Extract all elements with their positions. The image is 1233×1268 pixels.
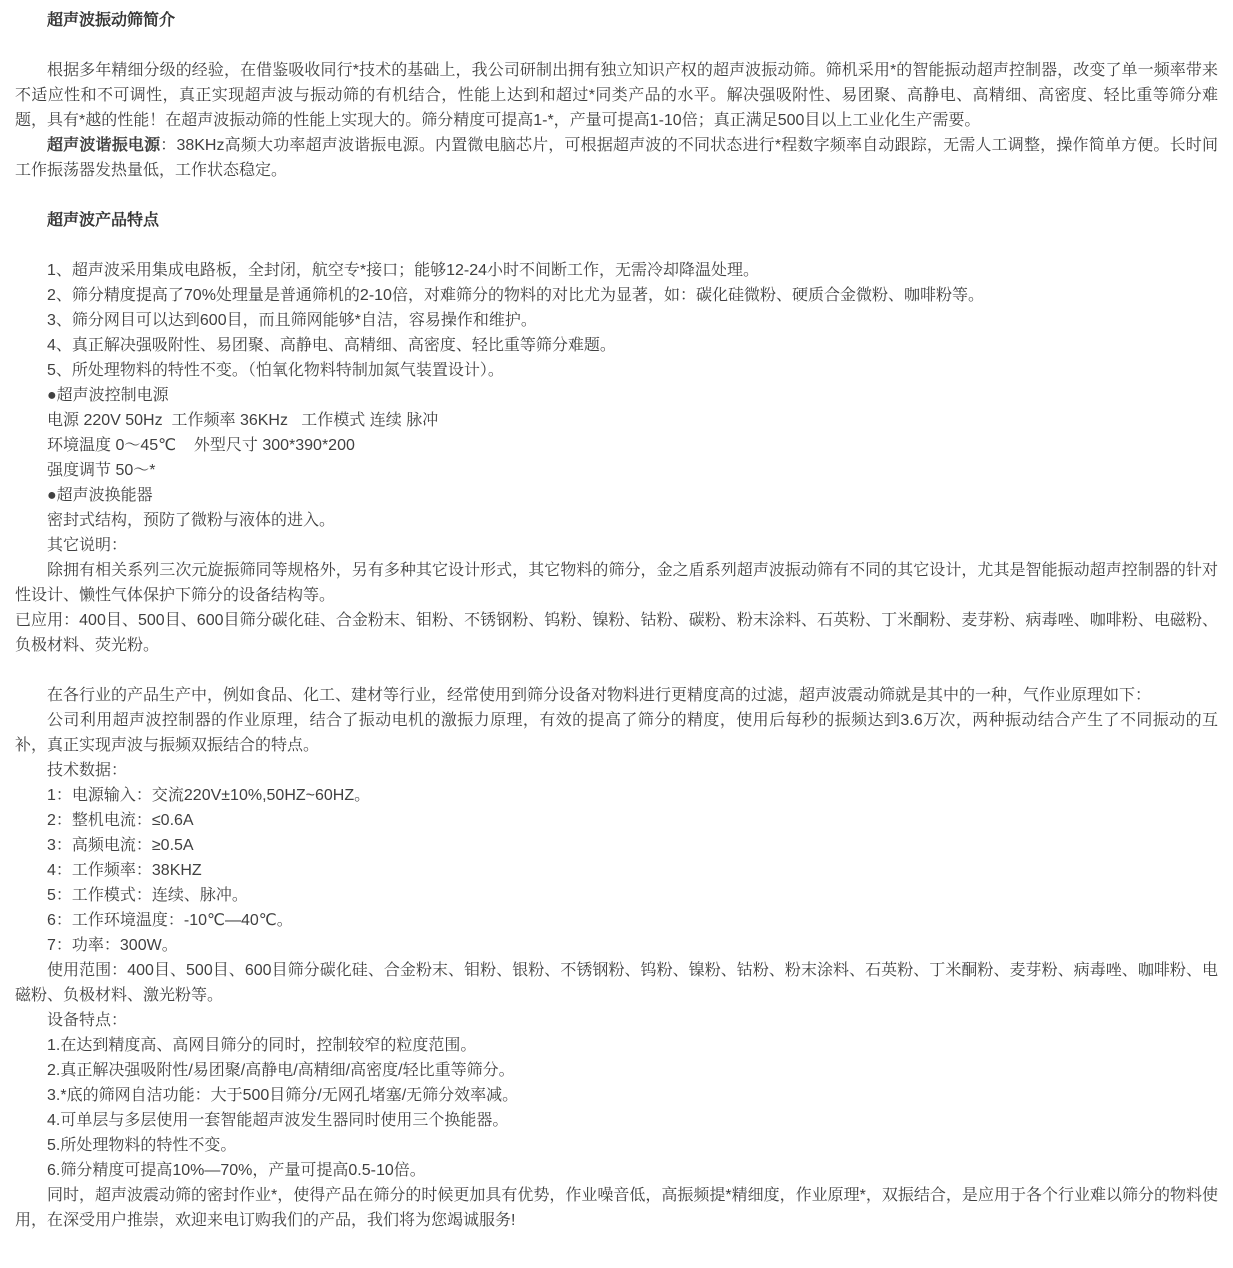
industry-paragraph: 在各行业的产品生产中，例如食品、化工、建材等行业，经常使用到筛分设备对物料进行更精度高的过滤，超声波震动筛就是其中的一种，气作业原理如下： <box>47 687 1152 704</box>
product-description-document <box>15 8 1218 1233</box>
tech-data-label: 技术数据： <box>47 762 128 779</box>
resonant-power-lead: 超声波谐振电源 <box>47 137 161 154</box>
device-feature-item-2: 2.真正解决强吸附性/易团聚/高静电/高精细/高密度/轻比重等筛分。 <box>47 1062 515 1079</box>
device-feature-item-3: 3.*底的筛网自洁功能：大于500目筛分/无网孔堵塞/无筛分效率减。 <box>47 1087 519 1104</box>
tech-data-item-5: 5：工作模式：连续、脉冲。 <box>47 887 248 904</box>
transducer-description: 密封式结构，预防了微粉与液体的进入。 <box>47 512 336 529</box>
closing-paragraph: 同时，超声波震动筛的密封作业*，使得产品在筛分的时候更加具有优势，作业噪音低，高振频提*精细度，作业原理*，双振结合，是应用于各个行业难以筛分的物料使用，在深受用户推崇，欢迎来电订购我们的产品，我们将为您竭诚服务! <box>15 1187 1218 1229</box>
device-feature-item-4: 4.可单层与多层使用一套智能超声波发生器同时使用三个换能器。 <box>47 1112 509 1129</box>
tech-data-item-7: 7：功率：300W。 <box>47 937 178 954</box>
resonant-power-rest: ：38KHz高频大功率超声波谐振电源。内置微电脑芯片，可根据超声波的不同状态进行*程数字频率自动跟踪，无需人工调整，操作简单方便。长时间工作振荡器发热量低，工作状态稳定。 <box>15 137 1218 179</box>
features-heading: 超声波产品特点 <box>47 212 160 229</box>
device-features-label: 设备特点： <box>47 1012 128 1029</box>
feature-item-5: 5、所处理物料的特性不变。（怕氧化物料特制加氮气装置设计）。 <box>47 362 504 379</box>
tech-data-item-2: 2：整机电流：≤0.6A <box>47 812 194 829</box>
device-feature-item-5: 5.所处理物料的特性不变。 <box>47 1137 237 1154</box>
feature-item-1: 1、超声波采用集成电路板，全封闭，航空专*接口；能够12-24小时不间断工作，无需冷却降温处理。 <box>47 262 760 279</box>
other-note-paragraph: 除拥有相关系列三次元旋振筛同等规格外，另有多种其它设计形式，其它物料的筛分，金之盾系列超声波振动筛有不同的其它设计，尤其是智能振动超声控制器的针对性设计、懒性气体保护下筛分的设备结构等。 <box>15 562 1218 604</box>
spec-line-intensity: 强度调节 50～* <box>47 462 156 479</box>
spec-line-temperature: 环境温度 0～45℃ 外型尺寸 300*390*200 <box>47 437 355 454</box>
transducer-bullet: ●超声波换能器 <box>47 487 153 504</box>
feature-item-2: 2、筛分精度提高了70%处理量是普通筛机的2-10倍，对难筛分的物料的对比尤为显著，如：碳化硅微粉、硬质合金微粉、咖啡粉等。 <box>47 287 984 304</box>
intro-paragraph: 根据多年精细分级的经验，在借鉴吸收同行*技术的基础上，我公司研制出拥有独立知识产权的超声波振动筛。筛机采用*的智能振动超声控制器，改变了单一频率带来不适应性和不可调性，真正实现超声波与振动筛的有机结合，性能上达到和超过*同类产品的水平。解决强吸附性、易团聚、高静电、高精细、高密度、轻比重等筛分难题，具有*越的性能！在超声波振动筛的性能上实现大的。筛分精度可提高1-*，产量可提高1-10倍；真正满足500目以上工业化生产需要。 <box>15 62 1218 129</box>
other-note-label: 其它说明： <box>47 537 128 554</box>
spec-line-power: 电源 220V 50Hz 工作频率 36KHz 工作模式 连续 脉冲 <box>47 412 439 429</box>
intro-heading: 超声波振动筛简介 <box>47 12 176 29</box>
resonant-power-paragraph <box>15 133 1218 183</box>
device-feature-item-6: 6.筛分精度可提高10%—70%，产量可提高0.5-10倍。 <box>47 1162 426 1179</box>
feature-item-4: 4、真正解决强吸附性、易团聚、高静电、高精细、高密度、轻比重等筛分难题。 <box>47 337 616 354</box>
control-power-bullet: ●超声波控制电源 <box>47 387 169 404</box>
device-feature-item-1: 1.在达到精度高、高网目筛分的同时，控制较窄的粒度范围。 <box>47 1037 477 1054</box>
applied-paragraph: 已应用：400目、500目、600目筛分碳化硅、合金粉末、钼粉、不锈钢粉、钨粉、镍粉、钴粉、碳粉、粉末涂料、石英粉、丁米酮粉、麦芽粉、病毒唑、咖啡粉、电磁粉、负极材料、荧光粉。 <box>15 612 1218 654</box>
tech-data-item-3: 3：高频电流：≥0.5A <box>47 837 194 854</box>
principle-paragraph: 公司利用超声波控制器的作业原理，结合了振动电机的激振力原理，有效的提高了筛分的精度，使用后每秒的振频达到3.6万次，两种振动结合产生了不同振动的互补，真正实现声波与振频双振结合的特点。 <box>15 712 1218 754</box>
tech-data-item-6: 6：工作环境温度：-10℃—40℃。 <box>47 912 293 929</box>
tech-data-item-4: 4：工作频率：38KHZ <box>47 862 202 879</box>
feature-item-3: 3、筛分网目可以达到600目，而且筛网能够*自洁，容易操作和维护。 <box>47 312 537 329</box>
usage-range-paragraph: 使用范围：400目、500目、600目筛分碳化硅、合金粉末、钼粉、银粉、不锈钢粉、钨粉、镍粉、钴粉、粉末涂料、石英粉、丁米酮粉、麦芽粉、病毒唑、咖啡粉、电磁粉、负极材料、激光粉等。 <box>15 962 1218 1004</box>
tech-data-item-1: 1：电源输入：交流220V±10%,50HZ~60HZ。 <box>47 787 371 804</box>
